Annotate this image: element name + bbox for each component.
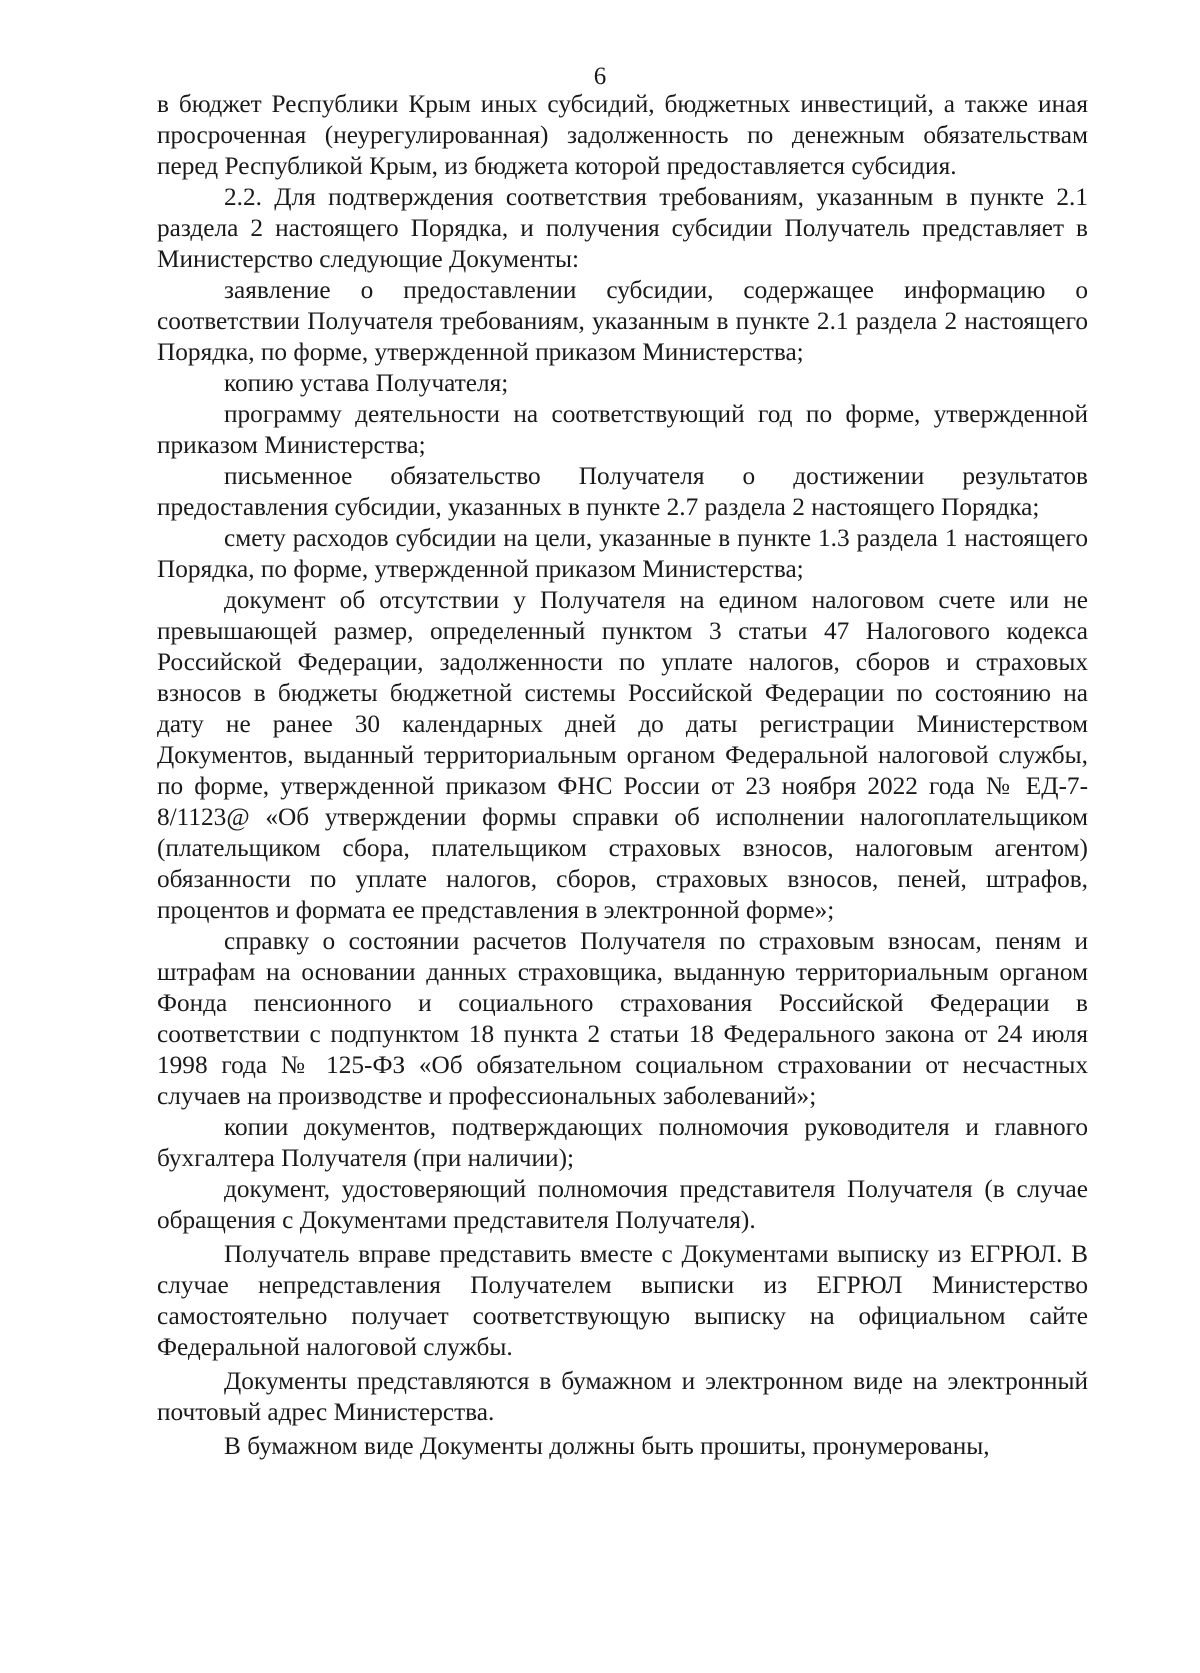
paragraph-paper-requirements: В бумажном виде Документы должны быть прошиты, пронумерованы, [224, 1432, 990, 1460]
page-number: 6 [593, 63, 607, 90]
list-item-authority-documents: копии документов, подтверждающих полномочия руководителя и главного бухгалтера Получателя (при наличии); [157, 1113, 1088, 1172]
list-item-insurance-certificate: справку о состоянии расчетов Получателя по страховым взносам, пеням и штрафам на основании данных страховщика, выданную территориальным органом Фонда пенсионного и социального страхования Российской Федерации в соответствии с подпунктом 18 пункта 2 статьи 18 Федерального закона от 24 июля 1998 года № 125-ФЗ «Об обязательном социальном страховании от несчастных случаев на производстве и профессиональных заболеваний»; [157, 927, 1088, 1110]
list-item-charter-copy: копию устава Получателя; [224, 369, 509, 397]
list-item-tax-certificate: документ об отсутствии у Получателя на едином налоговом счете или не превышающей размер, определенный пунктом 3 статьи 47 Налогового кодекса Российской Федерации, задолженности по уплате налогов, сборов и страховых взносов в бюджеты бюджетной системы Российской Федерации по состоянию на дату не ранее 30 календарных дней до даты регистрации Министерством Документов, выданный территориальным органом Федеральной налоговой службы, по форме, утвержденной приказом ФНС России от 23 ноября 2022 года № ЕД-7-8/1123@ «Об утверждении формы справки об исполнении налогоплательщиком (плательщиком сбора, плательщиком страховых взносов, налоговым агентом) обязанности по уплате налогов, сборов, страховых взносов, пеней, штрафов, процентов и формата ее представления в электронной форме»; [157, 586, 1088, 924]
paragraph-egrul-extract: Получатель вправе представить вместе с Документами выписку из ЕГРЮЛ. В случае непредставления Получателем выписки из ЕГРЮЛ Министерство самостоятельно получает соответствующую выписку на официальном сайте Федеральной налоговой службы. [157, 1240, 1088, 1361]
list-item-activity-program: программу деятельности на соответствующий год по форме, утвержденной приказом Министерства; [157, 400, 1088, 459]
paragraph-submission-format: Документы представляются в бумажном и электронном виде на электронный почтовый адрес Министерства. [157, 1367, 1088, 1426]
paragraph-continuation: в бюджет Республики Крым иных субсидий, бюджетных инвестиций, а также иная просроченная (неурегулированная) задолженность по денежным обязательствам перед Республикой Крым, из бюджета которой предоставляется субсидия. [157, 90, 1088, 180]
list-item-representative-document: документ, удостоверяющий полномочия представителя Получателя (в случае обращения с Документами представителя Получателя). [157, 1175, 1088, 1234]
list-item-application: заявление о предоставлении субсидии, содержащее информацию о соответствии Получателя требованиям, указанным в пункте 2.1 раздела 2 настоящего Порядка, по форме, утвержденной приказом Министерства; [157, 276, 1088, 366]
paragraph-clause-2-2: 2.2. Для подтверждения соответствия требованиям, указанным в пункте 2.1 раздела 2 настоящего Порядка, и получения субсидии Получатель представляет в Министерство следующие Документы: [157, 183, 1088, 273]
document-body [157, 89, 1088, 1462]
list-item-expense-estimate: смету расходов субсидии на цели, указанные в пункте 1.3 раздела 1 настоящего Порядка, по форме, утвержденной приказом Министерства; [157, 524, 1088, 583]
list-item-written-obligation: письменное обязательство Получателя о достижении результатов предоставления субсидии, указанных в пункте 2.7 раздела 2 настоящего Порядка; [157, 462, 1088, 521]
